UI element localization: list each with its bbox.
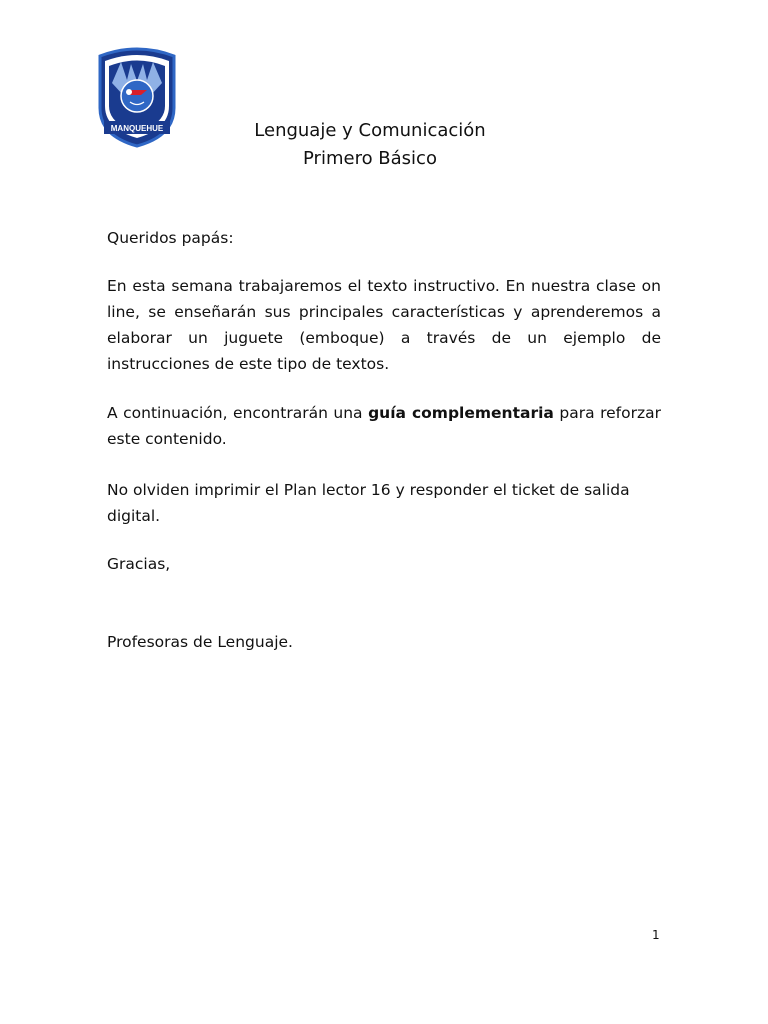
- paragraph-guide: [107, 400, 661, 452]
- page-number: 1: [652, 928, 660, 942]
- guide-highlight: guía complementaria: [368, 404, 554, 422]
- paragraph-introduction: En esta semana trabajaremos el texto instructivo. En nuestra clase on line, se enseñarán sus principales características y aprenderemos a elaborar un juguete (emboque) a través de un ejemplo de instrucciones de este tipo de textos.: [107, 277, 661, 373]
- closing: Gracias,: [107, 555, 171, 573]
- paragraph-guide-text-before: A continuación, encontrarán una: [107, 404, 369, 422]
- logo-text: MANQUEHUE: [110, 124, 164, 133]
- document-subtitle: Primero Básico: [303, 148, 437, 169]
- paragraph-guide-text-after: para reforzar este contenido.: [107, 404, 661, 448]
- signature: Profesoras de Lenguaje.: [107, 633, 293, 651]
- paragraph-reminder: No olviden imprimir el Plan lector 16 y responder el ticket de salida digital.: [107, 481, 630, 525]
- document-title: Lenguaje y Comunicación: [254, 120, 486, 141]
- greeting: Queridos papás:: [107, 229, 234, 247]
